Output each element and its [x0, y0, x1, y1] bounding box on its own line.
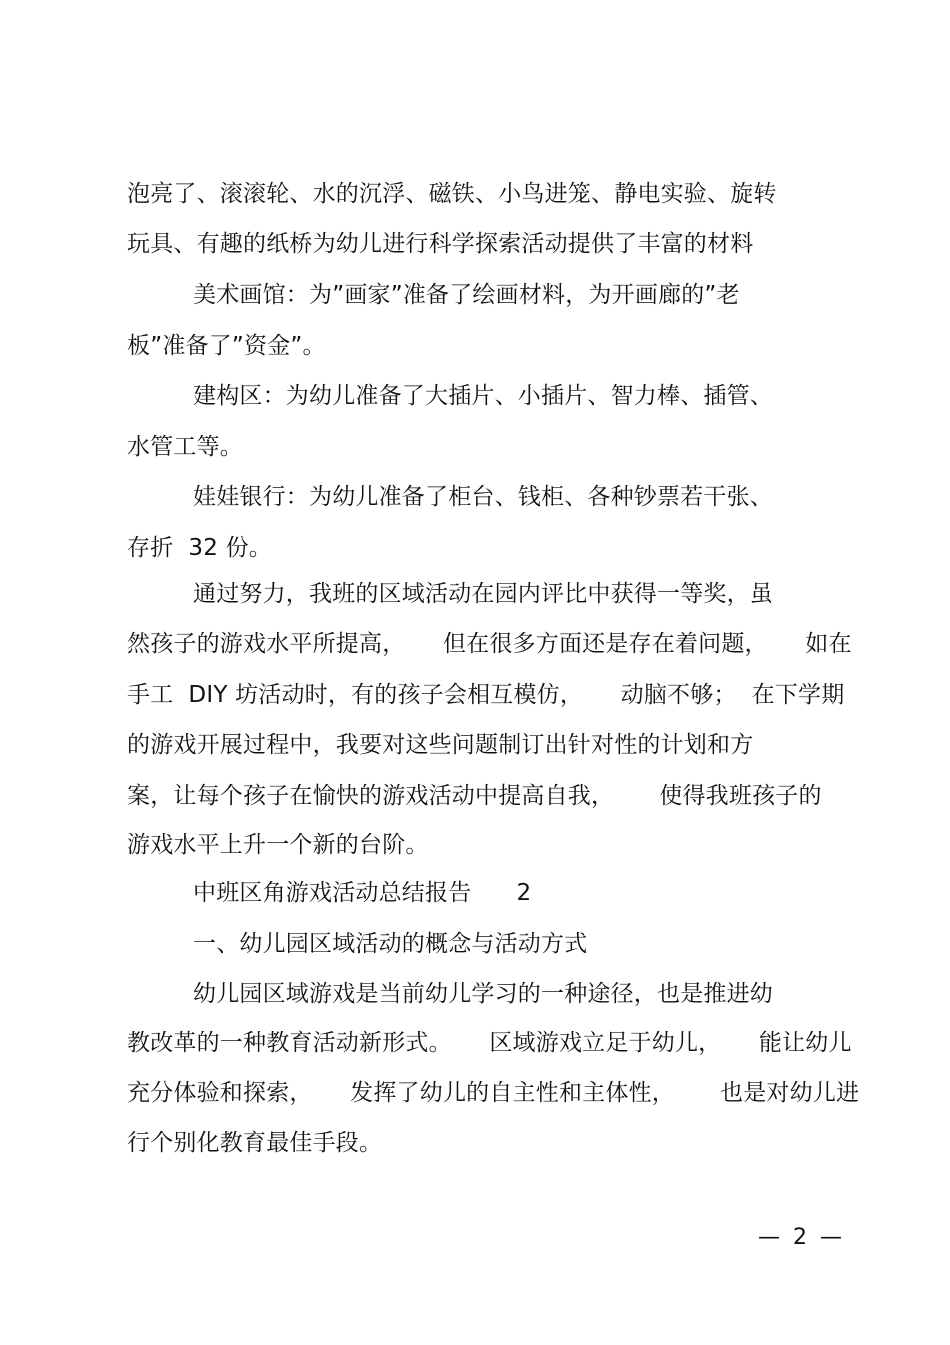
text-line: 手工 DIY 坊活动时，有的孩子会相互模仿， 动脑不够； 在下学期: [127, 682, 845, 708]
section-heading: 中班区角游戏活动总结报告 2: [193, 880, 532, 906]
text-line: 水管工等。: [127, 434, 243, 460]
paragraph-start-line: 娃娃银行：为幼儿准备了柜台、钱柜、各种钞票若干张、: [193, 484, 773, 510]
text-line: 案，让每个孩子在愉快的游戏活动中提高自我， 使得我班孩子的: [127, 783, 822, 809]
text-line: 玩具、有趣的纸桥为幼儿进行科学探索活动提供了丰富的材料: [127, 231, 754, 257]
paragraph-start-line: 通过努力，我班的区域活动在园内评比中获得一等奖，虽: [193, 581, 773, 607]
text-line: 板”准备了”资金”。: [127, 333, 326, 359]
text-line: 然孩子的游戏水平所提高， 但在很多方面还是存在着问题， 如在: [127, 631, 852, 657]
subsection-heading: 一、幼儿园区域活动的概念与活动方式: [193, 931, 588, 957]
text-line: 泡亮了、滚滚轮、水的沉浮、磁铁、小鸟进笼、静电实验、旋转: [127, 181, 777, 207]
text-line: 存折 32 份。: [127, 535, 272, 561]
paragraph-start-line: 美术画馆：为”画家”准备了绘画材料，为开画廊的”老: [193, 282, 740, 308]
text-line: 的游戏开展过程中，我要对这些问题制订出针对性的计划和方: [127, 732, 754, 758]
text-line: 充分体验和探索， 发挥了幼儿的自主性和主体性， 也是对幼儿进: [127, 1080, 860, 1106]
text-line: 行个别化教育最佳手段。: [127, 1130, 383, 1156]
text-line: 教改革的一种教育活动新形式。 区域游戏立足于幼儿， 能让幼儿: [127, 1030, 852, 1056]
paragraph-start-line: 建构区：为幼儿准备了大插片、小插片、智力棒、插管、: [193, 383, 773, 409]
page-number: — 2 —: [758, 1225, 845, 1250]
text-line: 游戏水平上升一个新的台阶。: [127, 832, 429, 858]
paragraph-start-line: 幼儿园区域游戏是当前幼儿学习的一种途径，也是推进幼: [193, 981, 773, 1007]
